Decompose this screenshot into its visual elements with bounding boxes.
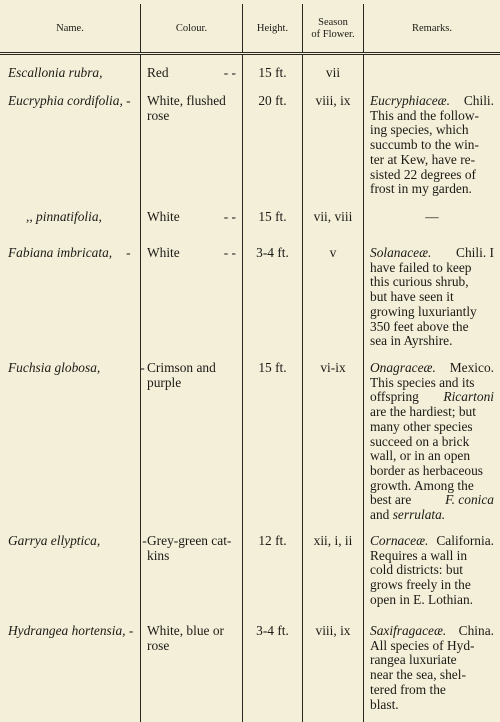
row-2-colour: White, flushed rose	[147, 93, 226, 123]
column-name	[0, 55, 147, 722]
row-4-name: Fabiana imbricata, -	[8, 245, 131, 260]
row-1-season: vii	[325, 65, 341, 80]
row-6-name: Garrya ellyptica, -	[8, 533, 147, 548]
row-1-colour: Red - -	[147, 65, 236, 80]
row-7-name: Hydrangea hortensia, -	[8, 623, 134, 638]
row-2-name: Eucryphia cordifolia, -	[8, 93, 131, 108]
row-6-season: xii, i, ii	[313, 533, 353, 548]
row-3-season: vii, viii	[313, 209, 353, 224]
row-4-season: v	[329, 245, 337, 260]
row-5-remarks: Onagraceæ. Mexico. This species and its offspring Ricartoni are the hardiest; but many other species succeed on a brick wall, or in an open border as herbaceous growth. Among the best are F. conica and serrulata.	[370, 360, 494, 523]
row-7-colour: White, blue or rose	[147, 623, 224, 653]
header-name: Name.	[56, 23, 84, 34]
header-remarks: Remarks.	[363, 4, 500, 52]
row-2-height: 20 ft.	[258, 93, 287, 108]
table-body	[0, 55, 500, 722]
row-7-season: viii, ix	[315, 623, 351, 638]
row-6-remarks: Cornaceæ. California. Requires a wall in cold districts: but grows freely in the open in E. Lothian.	[370, 533, 494, 607]
row-2-season: viii, ix	[315, 93, 351, 108]
header-height: Height.	[242, 4, 302, 52]
header-season: Season of Flower.	[302, 4, 363, 52]
row-3-height: 15 ft.	[258, 209, 287, 224]
column-season	[302, 55, 363, 722]
row-7-height: 3-4 ft.	[256, 623, 289, 638]
row-6-colour: Grey-green cat- kins	[147, 533, 232, 563]
row-5-name: Fuchsia globosa, -	[8, 360, 145, 375]
row-1-height: 15 ft.	[258, 65, 287, 80]
column-remarks	[363, 55, 500, 722]
column-height	[242, 55, 302, 722]
column-colour	[140, 55, 242, 722]
row-3-colour: White - -	[147, 209, 236, 224]
row-1-name: Escallonia rubra,	[8, 65, 103, 80]
header-colour: Colour.	[140, 4, 242, 52]
row-2-remarks: Eucryphiaceæ. Chili. This and the follow- ing species, which succumb to the win- ter at Kew, have re- sisted 22 degrees of frost in my garden.	[370, 93, 494, 197]
row-5-colour: Crimson and purple	[147, 360, 216, 390]
row-7-remarks: Saxifragaceæ. China. All species of Hyd- rangea luxuriate near the sea, shel- tered from the blast.	[370, 623, 494, 712]
row-4-remarks: Solanaceæ. Chili. I have failed to keep this curious shrub, but have seen it growing luxuriantly 350 feet above the sea in Ayrshire.	[370, 245, 494, 349]
row-3-name: ,, pinnatifolia,	[26, 209, 102, 224]
table-header	[0, 4, 500, 53]
row-6-height: 12 ft.	[258, 533, 287, 548]
row-3-remarks: —	[425, 209, 439, 224]
row-4-colour: White - -	[147, 245, 236, 260]
row-5-season: vi-ix	[320, 360, 346, 375]
row-4-height: 3-4 ft.	[256, 245, 289, 260]
row-5-height: 15 ft.	[258, 360, 287, 375]
